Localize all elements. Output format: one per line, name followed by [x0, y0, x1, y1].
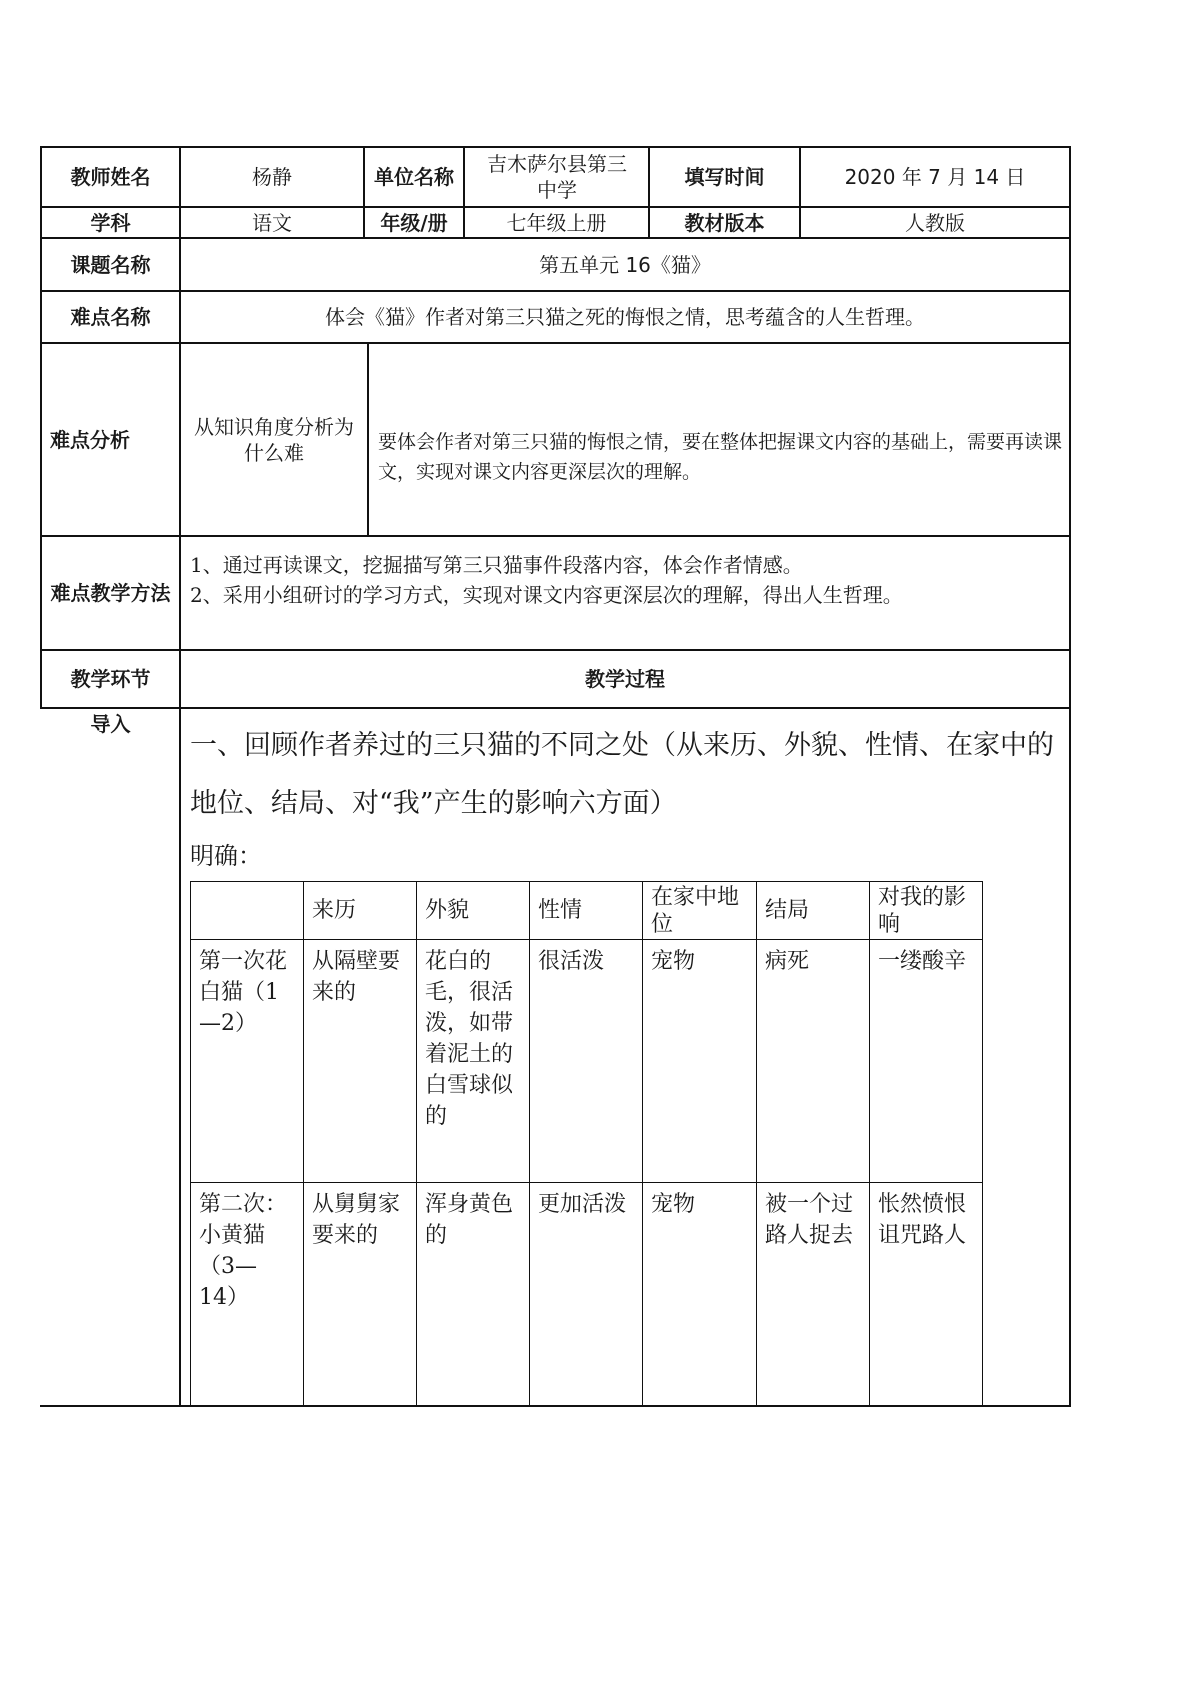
cat-table-header-cell: 结局: [765, 898, 810, 923]
col-divider: [367, 342, 369, 537]
stage-header: 教学环节: [70, 667, 151, 691]
teacher-name-label: 教师姓名: [70, 165, 151, 189]
cat-table-header-cell: 在家中地位: [651, 885, 740, 937]
cat-table-header-cell: 性情: [538, 898, 583, 923]
method-line-1: 1、通过再读课文，挖掘描写第三只猫事件段落内容，体会作者情感。: [190, 553, 803, 577]
topic-label: 课题名称: [70, 252, 151, 277]
grade-value: 七年级上册: [506, 210, 607, 235]
cat-table-cell: 被一个过路人捉去: [765, 1192, 854, 1248]
cat-table-cell: 从舅舅家要来的: [312, 1192, 401, 1248]
analysis-sublabel: 从知识角度分析为什么难: [194, 414, 354, 465]
cat-table-cell: 一缕酸辛: [878, 949, 967, 974]
subject-label: 学科: [90, 210, 131, 235]
cat-table-cell: 病死: [765, 949, 810, 974]
analysis-label: 难点分析: [50, 427, 130, 452]
cat-table-cell: 很活泼: [538, 949, 605, 974]
method-line-2: 2、采用小组研讨的学习方式，实现对课文内容更深层次的理解，得出人生哲理。: [190, 583, 903, 607]
difficulty-value: 体会《猫》作者对第三只猫之死的悔恨之情，思考蕴含的人生哲理。: [325, 305, 925, 329]
method-label: 难点教学方法: [50, 581, 171, 605]
row-divider: [40, 707, 1071, 709]
analysis-text: 要体会作者对第三只猫的悔恨之情，要在整体把握课文内容的基础上，需要再读课文，实现对课文内容更深层次的理解。: [378, 431, 1063, 483]
unit-name-label: 单位名称: [374, 165, 454, 189]
cat-table-cell: 宠物: [651, 1192, 696, 1217]
table-right-border: [1069, 146, 1071, 1407]
cat-table-header-cell: 外貌: [425, 898, 470, 923]
cat-table-cell: 浑身黄色的: [425, 1192, 514, 1248]
row-divider: [40, 535, 1071, 537]
intro-text: 一、回顾作者养过的三只猫的不同之处（从来历、外貌、性情、在家中的地位、结局、对“我”产生的影响六方面）: [190, 730, 1054, 819]
unit-name-value: 吉木萨尔县第三中学: [487, 152, 627, 202]
cat-table-header-cell: 来历: [312, 898, 357, 923]
process-header: 教学过程: [585, 667, 665, 691]
cat-table-cell: 第二次：小黄猫（3—14）: [199, 1192, 288, 1310]
edition-label: 教材版本: [684, 210, 765, 235]
cat-table-cell: 花白的毛，很活泼，如带着泥土的白雪球似的: [425, 949, 514, 1129]
cat-table-cell: 第一次花白猫（1—2）: [199, 949, 288, 1036]
subject-value: 语文: [252, 210, 292, 235]
edition-value: 人教版: [905, 210, 965, 235]
grade-label: 年级/册: [380, 210, 448, 235]
cat-table-cell: 怅然愤恨诅咒路人: [878, 1192, 967, 1248]
cat-table-row-line: [190, 1182, 983, 1183]
fill-time-value: 2020 年 7 月 14 日: [844, 165, 1026, 189]
stage-intro: 导入: [90, 712, 131, 736]
clarify-label: 明确：: [190, 842, 262, 870]
cat-table-cell: 从隔壁要来的: [312, 949, 401, 1005]
cat-table-cell: 宠物: [651, 949, 696, 974]
topic-value: 第五单元 16《猫》: [539, 252, 711, 277]
fill-time-label: 填写时间: [684, 165, 765, 189]
cat-table-cell: 更加活泼: [538, 1192, 627, 1217]
cat-table-row-line: [190, 939, 983, 940]
table-bottom-border: [40, 1405, 1071, 1407]
cat-table-right: [982, 881, 983, 1406]
difficulty-label: 难点名称: [70, 305, 151, 329]
cat-table-header-cell: 对我的影响: [878, 885, 967, 937]
teacher-name-value: 杨静: [252, 165, 292, 189]
